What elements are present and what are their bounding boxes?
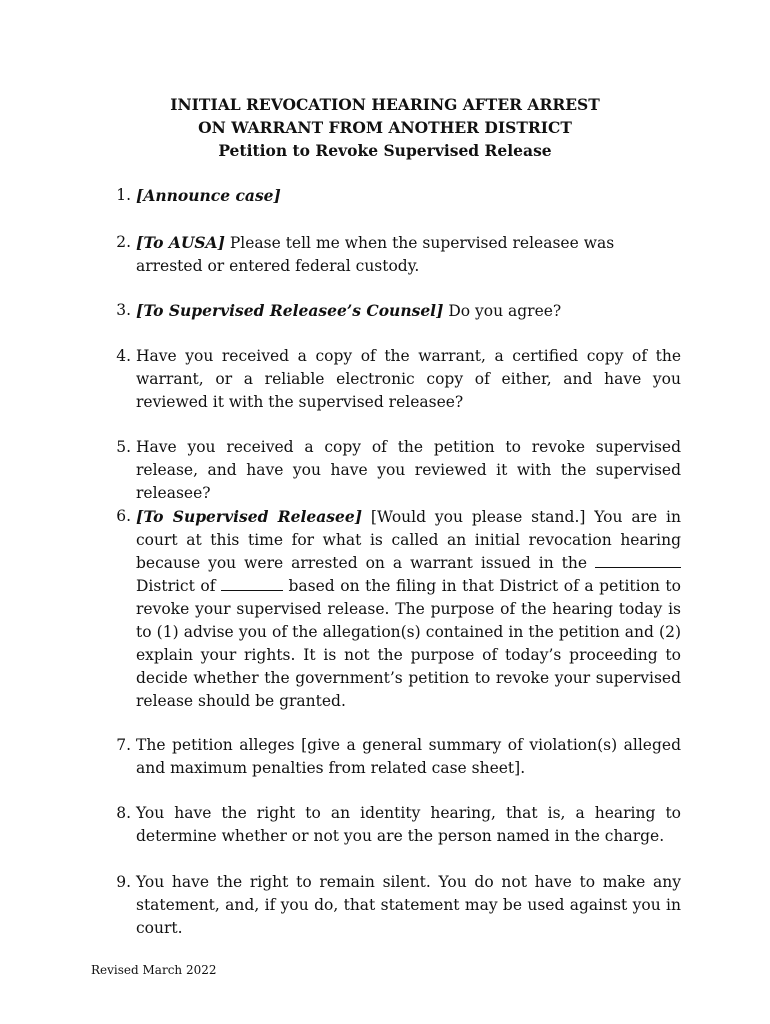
- item-directive: [To AUSA]: [136, 233, 225, 252]
- item-number: 5.: [116, 438, 131, 456]
- list-item-7: [105, 734, 681, 780]
- item-text: Please tell me when the supervised releasee was arrested or entered federal custody.: [136, 234, 615, 275]
- revision-footer: Revised March 2022: [91, 963, 217, 977]
- list-item-2: [105, 231, 681, 278]
- list-item-4: [105, 345, 681, 414]
- item-directive: [Announce case]: [136, 186, 281, 205]
- item-number: 7.: [116, 736, 131, 754]
- list-item-5: [105, 436, 681, 505]
- item-text: Have you received a copy of the warrant, a certified copy of the warrant, or a reliable electronic copy of either, and have you reviewed it with the supervised releasee?: [136, 347, 681, 411]
- document-title: [0, 93, 770, 162]
- item-number: 4.: [116, 347, 131, 365]
- list-item-1: [105, 184, 681, 208]
- list-item-3: [105, 299, 681, 323]
- title-line-3: Petition to Revoke Supervised Release: [218, 141, 552, 160]
- item-text: Have you received a copy of the petition to revoke supervised release, and have you have you reviewed it with the supervised releasee?: [136, 438, 681, 502]
- item-text: Do you agree?: [443, 302, 562, 320]
- title-line-2: ON WARRANT FROM ANOTHER DISTRICT: [198, 118, 572, 137]
- item-text-b: District of: [136, 577, 221, 595]
- district-blank-line: [221, 576, 283, 591]
- list-item-8: [105, 802, 681, 848]
- item-number: 2.: [116, 233, 131, 251]
- item-number: 8.: [116, 804, 131, 822]
- item-directive: [To Supervised Releasee’s Counsel]: [136, 301, 444, 320]
- item-text-c: based on the filing in that District of a petition to revoke your supervised release. The purpose of the hearing today is to (1) advise you of the allegation(s) contained in the petition and (2) explain your rights. It is not the purpose of today’s proceeding to decide whether the government’s petition to revoke your supervised release should be granted.: [136, 577, 681, 710]
- item-number: 6.: [116, 507, 131, 525]
- item-number: 3.: [116, 301, 131, 319]
- item-text: The petition alleges [give a general summary of violation(s) alleged and maximum penalties from related case sheet].: [136, 736, 681, 777]
- district-blank-line: [595, 553, 681, 568]
- item-number: 9.: [116, 873, 131, 891]
- item-text-a: [Would you please stand.] You are in court at this time for what is called an initial revocation hearing because you were arrested on a warrant issued in the: [136, 508, 681, 572]
- title-line-1: INITIAL REVOCATION HEARING AFTER ARREST: [170, 95, 600, 114]
- list-item-9: [105, 871, 681, 940]
- list-item-6: [105, 505, 681, 713]
- item-text: You have the right to an identity hearing, that is, a hearing to determine whether or not you are the person named in the charge.: [136, 804, 681, 845]
- item-number: 1.: [116, 186, 131, 204]
- item-text: You have the right to remain silent. You do not have to make any statement, and, if you do, that statement may be used against you in court.: [136, 873, 681, 937]
- item-directive: [To Supervised Releasee]: [136, 507, 363, 526]
